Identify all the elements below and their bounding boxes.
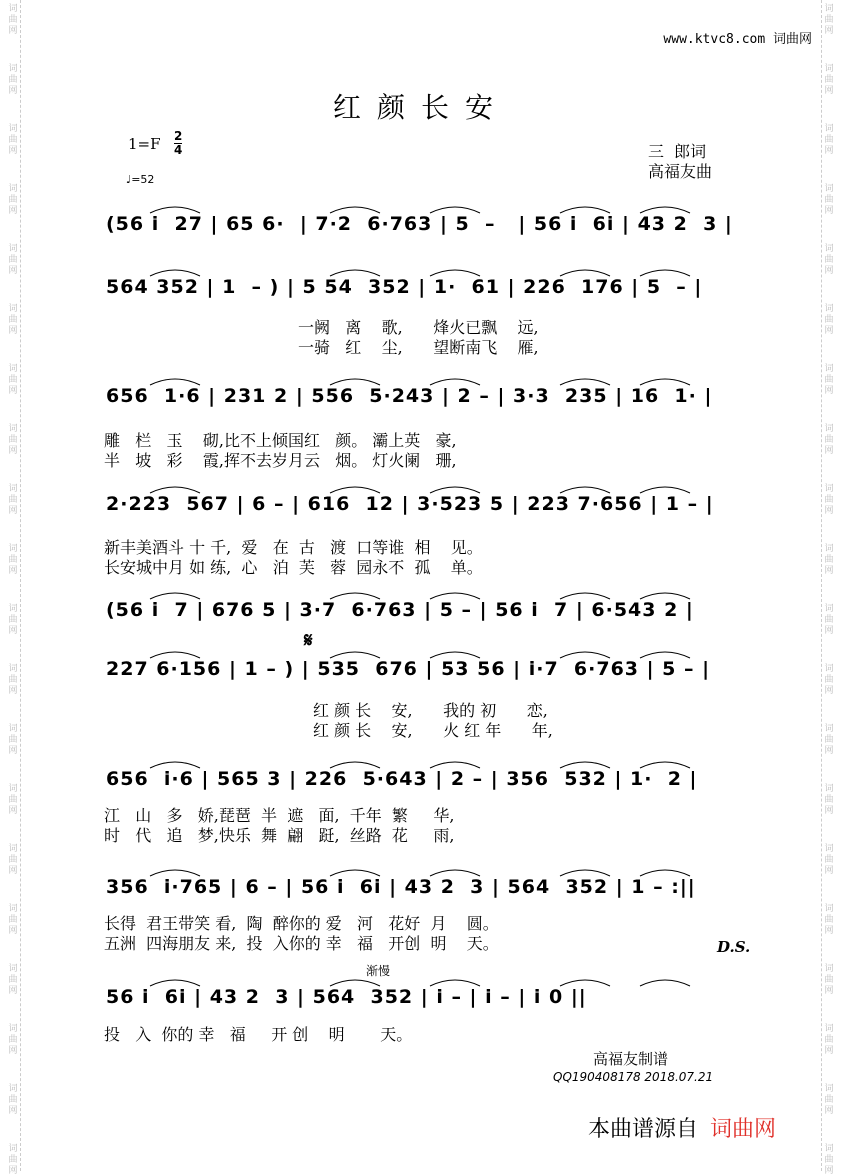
watermark-char: 词 xyxy=(8,184,18,194)
watermark-char: 网 xyxy=(8,386,18,396)
slur-arc xyxy=(330,870,380,876)
watermark-char: 词 xyxy=(824,64,834,74)
watermark-char: 词 xyxy=(8,244,18,254)
meter-bottom: 4 xyxy=(174,143,183,157)
slur-arc xyxy=(560,270,610,276)
watermark-char: 曲 xyxy=(824,675,834,685)
slur-arc xyxy=(640,487,690,493)
slur-arc xyxy=(430,652,480,658)
watermark-char: 曲 xyxy=(8,735,18,745)
slur-arc xyxy=(150,487,200,493)
slur-arc xyxy=(150,593,200,599)
slur-arc xyxy=(330,980,380,986)
watermark-char: 曲 xyxy=(8,195,18,205)
watermark-char: 曲 xyxy=(8,1035,18,1045)
lyric-line: 投 入 你的 幸 福 开 创 明 天。 xyxy=(104,1025,413,1044)
slur-arc xyxy=(430,980,480,986)
watermark-char: 网 xyxy=(8,626,18,636)
watermark-char: 曲 xyxy=(824,495,834,505)
watermark-char: 词 xyxy=(8,604,18,614)
slur-arc xyxy=(560,980,610,986)
watermark-char: 词 xyxy=(8,124,18,134)
slur-arc xyxy=(150,980,200,986)
slur-arc xyxy=(430,487,480,493)
watermark-char: 词 xyxy=(824,484,834,494)
watermark-char: 网 xyxy=(824,986,834,996)
watermark-char: 曲 xyxy=(8,1095,18,1105)
slur-arc xyxy=(560,593,610,599)
lyric-line: 江 山 多 娇,琵琶 半 遮 面, 千年 繁 华, xyxy=(104,806,455,825)
watermark-char: 曲 xyxy=(824,255,834,265)
slur-arc xyxy=(640,762,690,768)
jianpu-notes: 356 i·765 | 6 – | 56 i 6i | 43 2 3 | 564 352 | 1 – :|| xyxy=(106,876,696,898)
watermark-char: 词 xyxy=(8,64,18,74)
watermark-char: 网 xyxy=(824,446,834,456)
watermark-char: 词 xyxy=(824,4,834,14)
slur-arc xyxy=(640,379,690,385)
watermark-char: 词 xyxy=(8,1024,18,1034)
lyric-line: 长安城中月 如 练, 心 泊 芙 蓉 园永不 孤 单。 xyxy=(104,558,483,577)
watermark-char: 曲 xyxy=(824,75,834,85)
slur-arc xyxy=(560,207,610,213)
watermark-char: 曲 xyxy=(8,555,18,565)
watermark-char: 网 xyxy=(824,866,834,876)
watermark-char: 曲 xyxy=(8,315,18,325)
watermark-char: 词 xyxy=(824,244,834,254)
watermark-char: 网 xyxy=(824,746,834,756)
watermark-char: 网 xyxy=(824,566,834,576)
watermark-char: 词 xyxy=(8,1084,18,1094)
slur-arc xyxy=(560,487,610,493)
slur-arc xyxy=(560,652,610,658)
watermark-char: 网 xyxy=(8,926,18,936)
watermark-char: 网 xyxy=(824,1106,834,1116)
watermark-char: 网 xyxy=(824,1166,834,1176)
slur-arc xyxy=(640,270,690,276)
watermark-char: 词 xyxy=(824,544,834,554)
watermark-char: 曲 xyxy=(824,315,834,325)
segno-sign: 𝄋 xyxy=(304,628,313,652)
watermark-char: 网 xyxy=(8,146,18,156)
watermark-char: 曲 xyxy=(824,975,834,985)
watermark-char: 网 xyxy=(8,446,18,456)
watermark-char: 网 xyxy=(824,806,834,816)
lyric-line: 新丰美酒斗 十 千, 爱 在 古 渡 口等谁 相 见。 xyxy=(104,538,483,557)
tempo-change-mark: 渐慢 xyxy=(366,964,391,978)
slur-arc xyxy=(330,593,380,599)
watermark-char: 词 xyxy=(8,484,18,494)
slur-arc xyxy=(150,652,200,658)
slur-arc xyxy=(640,652,690,658)
watermark-char: 网 xyxy=(8,746,18,756)
watermark-char: 曲 xyxy=(824,735,834,745)
watermark-char: 曲 xyxy=(8,15,18,25)
watermark-char: 曲 xyxy=(824,1155,834,1165)
watermark-char: 网 xyxy=(824,86,834,96)
watermark-char: 词 xyxy=(824,424,834,434)
slur-arc xyxy=(640,870,690,876)
slur-arc xyxy=(430,593,480,599)
watermark-char: 曲 xyxy=(8,855,18,865)
slur-arc xyxy=(150,870,200,876)
watermark-char: 词 xyxy=(824,1084,834,1094)
watermark-char: 词 xyxy=(824,664,834,674)
watermark-char: 网 xyxy=(8,506,18,516)
watermark-char: 曲 xyxy=(824,435,834,445)
lyric-line: 雕 栏 玉 砌,比不上倾国红 颜。 灞上英 豪, xyxy=(104,431,457,450)
watermark-char: 曲 xyxy=(8,495,18,505)
lyric-line: 红 颜 长 安, 火 红 年 年, xyxy=(313,721,553,740)
slur-arc xyxy=(150,270,200,276)
watermark-char: 网 xyxy=(8,686,18,696)
watermark-char: 网 xyxy=(824,926,834,936)
watermark-char: 曲 xyxy=(824,195,834,205)
lyricist: 三 郎词 xyxy=(648,142,707,161)
watermark-char: 曲 xyxy=(824,555,834,565)
watermark-char: 网 xyxy=(8,266,18,276)
watermark-char: 曲 xyxy=(8,975,18,985)
watermark-char: 曲 xyxy=(8,675,18,685)
watermark-char: 网 xyxy=(824,686,834,696)
watermark-char: 网 xyxy=(824,1046,834,1056)
watermark-char: 词 xyxy=(824,844,834,854)
slur-arc xyxy=(150,207,200,213)
watermark-char: 网 xyxy=(8,806,18,816)
source-brand[interactable]: 词曲网 xyxy=(710,1117,777,1142)
watermark-char: 词 xyxy=(824,184,834,194)
watermark-char: 词 xyxy=(8,904,18,914)
ds-mark: D.S. xyxy=(717,938,751,956)
watermark-char: 网 xyxy=(8,1166,18,1176)
watermark-char: 词 xyxy=(8,544,18,554)
slur-arc xyxy=(640,593,690,599)
watermark-char: 曲 xyxy=(824,915,834,925)
watermark-char: 词 xyxy=(8,664,18,674)
slur-arc xyxy=(430,207,480,213)
watermark-char: 词 xyxy=(8,364,18,374)
slur-arc xyxy=(560,762,610,768)
watermark-char: 网 xyxy=(824,326,834,336)
jianpu-notes: 227 6·156 | 1 – ) | 535 676 | 53 56 | i·7 6·763 | 5 – | xyxy=(106,658,711,680)
watermark-char: 网 xyxy=(824,26,834,36)
slur-arc xyxy=(640,207,690,213)
arranger: 高福友制谱 xyxy=(593,1050,669,1068)
watermark-char: 词 xyxy=(8,784,18,794)
slur-arc xyxy=(640,980,690,986)
key-signature: 1=F xyxy=(128,135,161,153)
watermark-char: 曲 xyxy=(8,795,18,805)
watermark-char: 网 xyxy=(8,1106,18,1116)
watermark-char: 网 xyxy=(8,26,18,36)
watermark-char: 网 xyxy=(824,206,834,216)
slur-arc xyxy=(150,762,200,768)
lyric-line: 长得 君王带笑 看, 陶 醉你的 爱 河 花好 月 圆。 xyxy=(104,914,499,933)
watermark-char: 网 xyxy=(824,506,834,516)
slur-arc xyxy=(330,270,380,276)
watermark-char: 词 xyxy=(8,964,18,974)
watermark-char: 词 xyxy=(824,724,834,734)
watermark-char: 网 xyxy=(8,866,18,876)
slur-arc xyxy=(430,870,480,876)
watermark-char: 曲 xyxy=(8,615,18,625)
watermark-char: 曲 xyxy=(824,375,834,385)
jianpu-notes: (56 i 7 | 676 5 | 3·7 6·763 | 5 – | 56 i 7 | 6·543 2 | xyxy=(106,599,694,621)
watermark-char: 网 xyxy=(824,626,834,636)
watermark-char: 曲 xyxy=(8,915,18,925)
watermark-char: 词 xyxy=(824,904,834,914)
jianpu-notes: 656 1·6 | 231 2 | 556 5·243 | 2 – | 3·3 235 | 16 1· | xyxy=(106,385,713,407)
watermark-char: 网 xyxy=(8,1046,18,1056)
watermark-char: 曲 xyxy=(8,75,18,85)
watermark-char: 曲 xyxy=(824,15,834,25)
watermark-char: 词 xyxy=(824,304,834,314)
tempo-mark: ♩=52 xyxy=(126,173,155,186)
lyric-line: 五洲 四海朋友 来, 投 入你的 幸 福 开创 明 天。 xyxy=(104,934,499,953)
jianpu-notes: 656 i·6 | 565 3 | 226 5·643 | 2 – | 356 532 | 1· 2 | xyxy=(106,768,698,790)
watermark-char: 词 xyxy=(824,1144,834,1154)
watermark-char: 网 xyxy=(8,206,18,216)
watermark-char: 词 xyxy=(8,4,18,14)
site-url[interactable]: www.ktvc8.com 词曲网 xyxy=(663,32,812,47)
watermark-char: 曲 xyxy=(824,855,834,865)
watermark-char: 曲 xyxy=(8,375,18,385)
lyric-line: 红 颜 长 安, 我的 初 恋, xyxy=(313,701,548,720)
jianpu-notes: 2·223 567 | 6 – | 616 12 | 3·523 5 | 223 7·656 | 1 – | xyxy=(106,493,714,515)
jianpu-notes: (56 i 27 | 65 6· | 7·2 6·763 | 5 – | 56 i 6i | 43 2 3 | xyxy=(106,213,733,235)
contact-date: QQ190408178 2018.07.21 xyxy=(553,1070,714,1084)
slur-arc xyxy=(150,379,200,385)
watermark-char: 曲 xyxy=(824,795,834,805)
watermark-char: 网 xyxy=(824,386,834,396)
slur-arc xyxy=(430,762,480,768)
slur-arc xyxy=(330,379,380,385)
watermark-char: 曲 xyxy=(824,1095,834,1105)
source-prefix: 本曲谱源自 xyxy=(588,1117,699,1142)
lyric-line: 一骑 红 尘, 望断南飞 雁, xyxy=(298,338,539,357)
watermark-char: 词 xyxy=(824,1024,834,1034)
watermark-char: 词 xyxy=(8,1144,18,1154)
slur-arc xyxy=(560,379,610,385)
slur-arc xyxy=(430,379,480,385)
watermark-char: 曲 xyxy=(8,255,18,265)
slur-arc xyxy=(330,487,380,493)
lyric-line: 时 代 追 梦,快乐 舞 翩 跹, 丝路 花 雨, xyxy=(104,826,455,845)
watermark-char: 网 xyxy=(824,146,834,156)
watermark-char: 词 xyxy=(8,724,18,734)
watermark-char: 网 xyxy=(8,986,18,996)
watermark-char: 网 xyxy=(8,566,18,576)
slur-arc xyxy=(430,270,480,276)
watermark-char: 词 xyxy=(824,124,834,134)
watermark-char: 曲 xyxy=(8,135,18,145)
watermark-char: 词 xyxy=(8,304,18,314)
watermark-char: 词 xyxy=(8,844,18,854)
watermark-char: 词 xyxy=(824,784,834,794)
slur-arc xyxy=(330,652,380,658)
watermark-char: 曲 xyxy=(824,135,834,145)
slur-arc xyxy=(560,870,610,876)
watermark-char: 曲 xyxy=(824,615,834,625)
lyric-line: 一阙 离 歌, 烽火已飘 远, xyxy=(298,318,539,337)
composer: 高福友曲 xyxy=(648,162,713,181)
watermark-char: 词 xyxy=(824,364,834,374)
slur-arc xyxy=(330,207,380,213)
slur-arc xyxy=(330,762,380,768)
watermark-char: 曲 xyxy=(8,1155,18,1165)
watermark-char: 网 xyxy=(8,326,18,336)
watermark-char: 词 xyxy=(8,424,18,434)
watermark-char: 词 xyxy=(824,604,834,614)
song-title: 红颜长安 xyxy=(332,91,509,124)
watermark-char: 曲 xyxy=(8,435,18,445)
watermark-char: 词 xyxy=(824,964,834,974)
meter-top: 2 xyxy=(174,129,183,143)
jianpu-notes: 56 i 6i | 43 2 3 | 564 352 | i – | i – | i 0 || xyxy=(106,986,587,1008)
watermark-char: 网 xyxy=(824,266,834,276)
lyric-line: 半 坡 彩 霞,挥不去岁月云 烟。 灯火阑 珊, xyxy=(104,451,457,470)
watermark-char: 曲 xyxy=(824,1035,834,1045)
watermark-char: 网 xyxy=(8,86,18,96)
jianpu-notes: 564 352 | 1 – ) | 5 54 352 | 1· 61 | 226 176 | 5 – | xyxy=(106,276,703,298)
